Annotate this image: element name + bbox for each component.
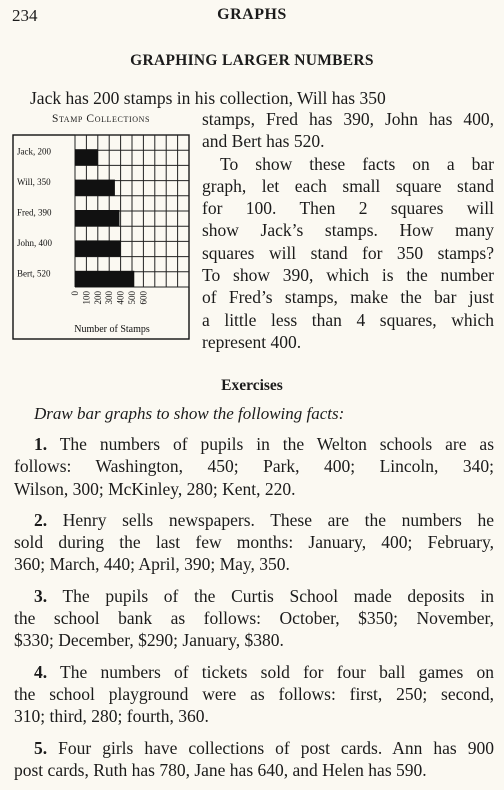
- category-label: Bert, 520: [17, 268, 51, 279]
- exercise-line: [14, 737, 494, 759]
- text-line: stamps, Fred has 390, John has 400,: [202, 109, 494, 129]
- category-label: Will, 350: [17, 177, 51, 188]
- text-line: of Fred’s stamps, make the bar just: [202, 287, 494, 308]
- x-tick-label: 400: [115, 291, 126, 305]
- exercise-line: sold during the last few months: January, 400; February,: [14, 532, 494, 553]
- exercise-item: [14, 509, 494, 576]
- exercise-list: [14, 433, 494, 790]
- exercise-text: Four girls have collections of post cards. Ann has 900: [58, 737, 494, 758]
- section-title: GRAPHING LARGER NUMBERS: [130, 52, 374, 69]
- text-line: To show 390, which is the number: [202, 265, 494, 286]
- exercise-item: [14, 661, 494, 728]
- bar: [75, 210, 119, 226]
- exercise-line: 310; third, 280; fourth, 360.: [14, 706, 209, 727]
- x-tick-label: 600: [138, 291, 149, 305]
- x-tick-label: 100: [81, 291, 92, 305]
- x-tick-label: 200: [92, 291, 103, 305]
- exercise-line: [14, 585, 494, 607]
- exercise-item: [14, 737, 494, 782]
- exercise-line: $330; December, $290; January, $380.: [14, 630, 284, 651]
- x-tick-label: 300: [104, 291, 115, 305]
- text-line: To show these facts on a bar: [220, 153, 494, 174]
- exercise-number: 4.: [34, 661, 48, 682]
- stamp-collections-chart: [11, 113, 191, 353]
- page-number: 234: [12, 6, 38, 25]
- category-label: Jack, 200: [17, 146, 51, 157]
- exercise-text: The numbers of pupils in the Welton schools are as: [59, 434, 495, 454]
- category-label: Fred, 390: [17, 207, 52, 218]
- exercise-line: [14, 509, 494, 531]
- text-line: show Jack’s stamps. How many: [202, 220, 494, 241]
- exercise-number: 3.: [34, 585, 48, 606]
- exercise-line: Wilson, 300; McKinley, 280; Kent, 220.: [14, 478, 296, 499]
- x-tick-label: 500: [127, 291, 137, 305]
- exercise-line: follows: Washington, 450; Park, 400; Lincoln, 340;: [14, 456, 494, 477]
- text-line: represent 400.: [202, 331, 302, 352]
- exercise-line: [14, 433, 494, 455]
- exercise-text: The numbers of tickets sold for four ball games on: [60, 661, 495, 682]
- chart-title: Stamp Collections: [51, 113, 151, 125]
- bar: [75, 271, 134, 287]
- exercise-line: the school bank as follows: October, $350; November,: [14, 608, 494, 629]
- intro-line: Jack has 200 stamps in his collection, Will has 350: [30, 88, 386, 108]
- page-header: [12, 6, 492, 28]
- bar: [75, 180, 115, 196]
- category-label: John, 400: [17, 237, 53, 248]
- bar: [75, 149, 98, 165]
- text-line: a little less than 4 squares, which: [202, 309, 494, 330]
- text-line: graph, let each small square stand: [202, 175, 494, 196]
- exercise-number: 5.: [34, 737, 48, 758]
- text-line: for 100. Then 2 squares will: [202, 198, 494, 219]
- exercise-item: [14, 585, 494, 652]
- exercise-line: post cards, Ruth has 780, Jane has 640, and Helen has 590.: [14, 759, 427, 780]
- exercise-item: [14, 433, 494, 500]
- side-paragraph-2: [202, 153, 494, 354]
- side-text: [202, 108, 494, 353]
- exercise-line: 360; March, 440; April, 390; May, 350.: [14, 554, 290, 575]
- text-line: squares will stand for 350 stamps?: [202, 242, 494, 263]
- exercises-instruction: Draw bar graphs to show the following facts:: [34, 404, 345, 423]
- text-line: and Bert has 520.: [202, 131, 325, 152]
- exercise-line: the school playground were as follows: first, 250; second,: [14, 683, 494, 704]
- x-tick-label: 0: [70, 291, 80, 296]
- running-head: GRAPHS: [217, 6, 287, 23]
- exercise-text: Henry sells newspapers. These are the numbers he: [62, 509, 495, 530]
- x-axis-label: Number of Stamps: [74, 324, 150, 335]
- exercise-number: 2.: [34, 509, 48, 530]
- exercise-text: The pupils of the Curtis School made deposits in: [62, 585, 495, 606]
- exercises-heading: Exercises: [221, 377, 283, 394]
- bar: [75, 240, 121, 256]
- exercise-number: 1.: [34, 434, 48, 454]
- side-paragraph-1: [202, 108, 494, 153]
- exercise-line: [14, 661, 494, 683]
- chart-svg: [11, 133, 191, 351]
